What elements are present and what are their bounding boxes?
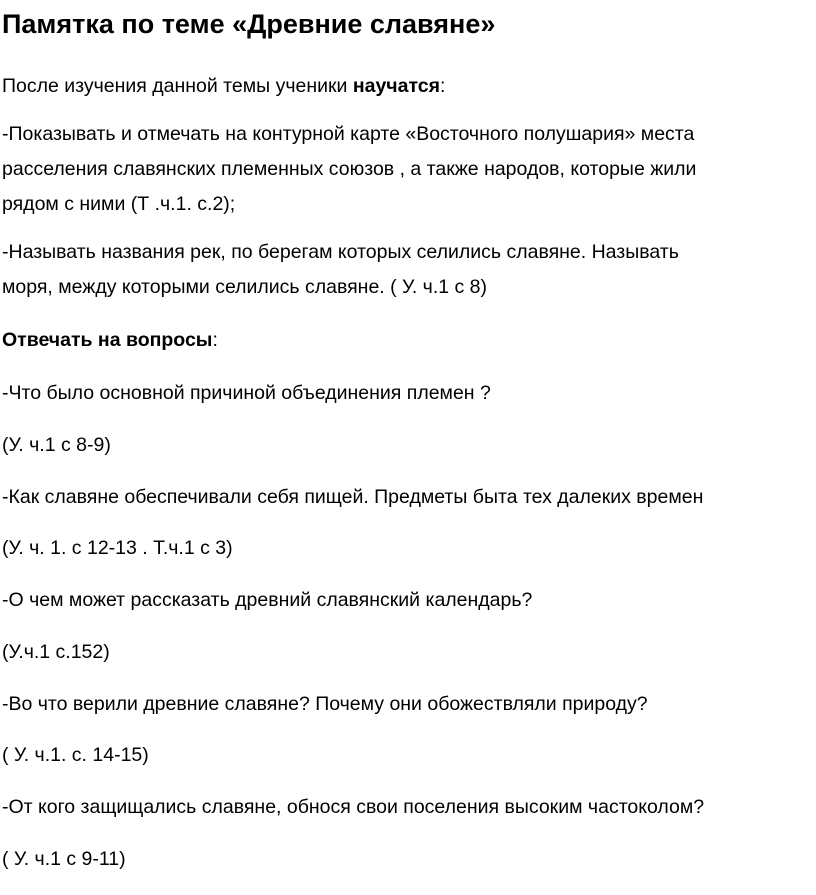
reference-2: (У. ч. 1. с 12-13 . Т.ч.1 с 3) (2, 537, 233, 559)
intro-text-end: : (440, 75, 446, 97)
skill-1-line-1: -Показывать и отмечать на контурной карте «Восточного полушария» места (2, 123, 695, 145)
skill-1-line-2: расселения славянских племенных союзов , а также народов, которые жили (2, 158, 697, 180)
reference-1: (У. ч.1 с 8-9) (2, 434, 111, 456)
question-3: -О чем может рассказать древний славянский календарь? (2, 589, 533, 611)
intro-text-bold: научатся (352, 75, 440, 97)
answer-heading-bold: Отвечать на вопросы (2, 329, 213, 351)
skill-1-line-3: рядом с ними (Т .ч.1. с.2); (2, 193, 236, 215)
intro-text (2, 68, 445, 104)
reference-3: (У.ч.1 с.152) (2, 641, 110, 663)
question-4: -Во что верили древние славяне? Почему они обожествляли природу? (2, 693, 648, 715)
question-2: -Как славяне обеспечивали себя пищей. Предметы быта тех далеких времен (2, 486, 704, 508)
reference-5: ( У. ч.1 с 9-11) (2, 848, 126, 870)
skill-2-line-2: моря, между которыми селились славяне. ( У. ч.1 с 8) (2, 276, 488, 298)
intro-text-start: После изучения данной темы ученики (2, 75, 353, 97)
question-5: -От кого защищались славяне, обнося свои поселения высоким частоколом? (2, 796, 705, 818)
answer-heading-end: : (212, 329, 218, 351)
skill-2-line-1: -Называть названия рек, по берегам которых селились славяне. Называть (2, 241, 679, 263)
question-1: -Что было основной причиной объединения племен ? (2, 382, 491, 404)
reference-4: ( У. ч.1. с. 14-15) (2, 744, 149, 766)
answer-heading (2, 322, 218, 358)
page-title: Памятка по теме «Древние славяне» (2, 9, 496, 39)
